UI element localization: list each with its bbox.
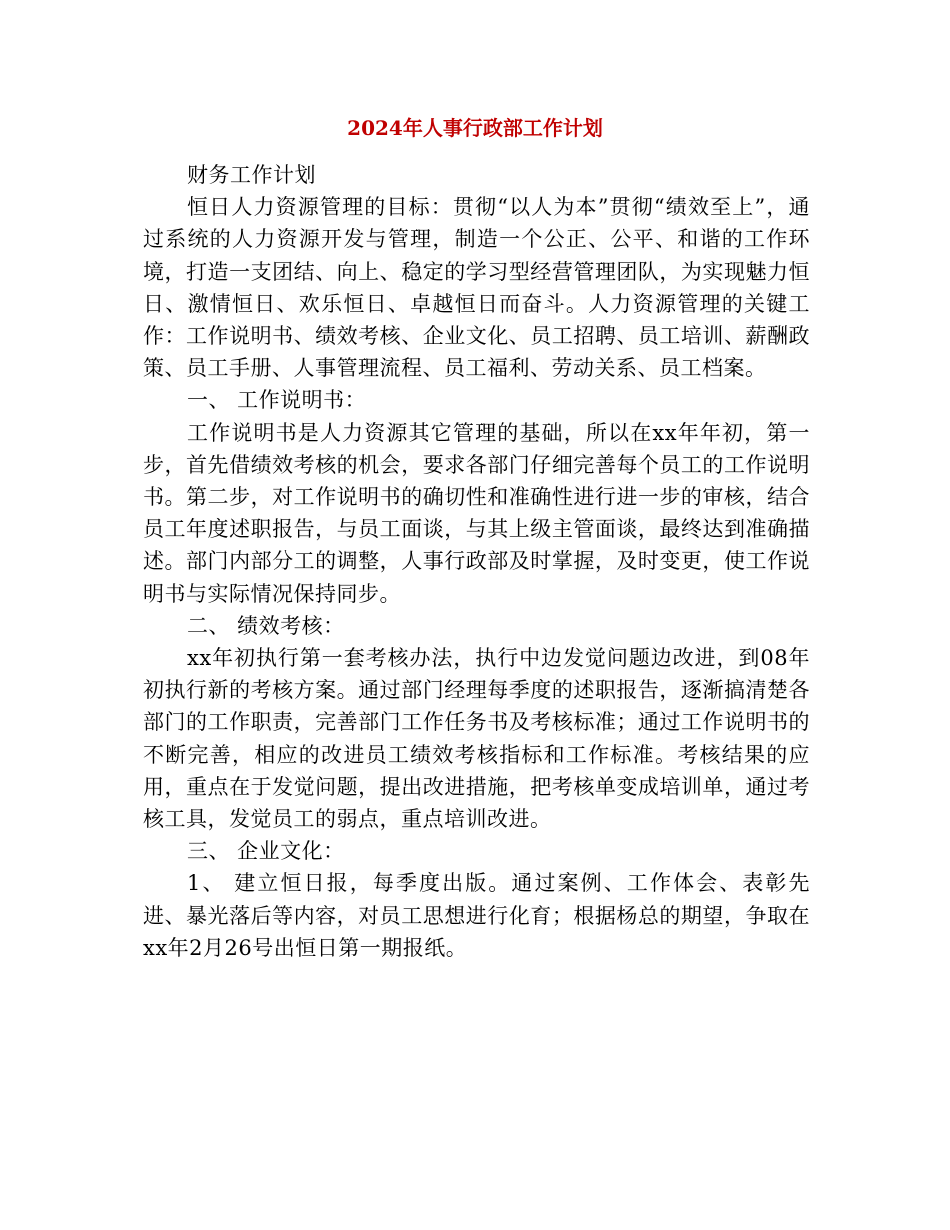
document-body [143,159,810,964]
paragraph-performance: xx年初执行第一套考核办法，执行中边发觉问题边改进，到08年初执行新的考核方案。通过部门经理每季度的述职报告，逐渐搞清楚各部门的工作职责，完善部门工作任务书及考核标准；通过工作说明书的不断完善，相应的改进员工绩效考核指标和工作标准。考核结果的应用，重点在于发觉问题，提出改进措施，把考核单变成培训单，通过考核工具，发觉员工的弱点，重点培训改进。 [143,646,810,832]
paragraph-job-description: 工作说明书是人力资源其它管理的基础，所以在xx年年初，第一步，首先借绩效考核的机会，要求各部门仔细完善每个员工的工作说明书。第二步，对工作说明书的确切性和准确性进行进一步的审核，结合员工年度述职报告，与员工面谈，与其上级主管面谈，最终达到准确描述。部门内部分工的调整，人事行政部及时掌握，及时变更，使工作说明书与实际情况保持同步。 [143,420,810,606]
paragraph-hr-goals: 恒日人力资源管理的目标：贯彻“以人为本”贯彻“绩效至上”，通过系统的人力资源开发与管理，制造一个公正、公平、和谐的工作环境，打造一支团结、向上、稳定的学习型经营管理团队，为实现魅力恒日、激情恒日、欢乐恒日、卓越恒日而奋斗。人力资源管理的关键工作：工作说明书、绩效考核、企业文化、员工招聘、员工培训、薪酬政策、员工手册、人事管理流程、员工福利、劳动关系、员工档案。 [143,195,810,381]
section-heading-culture: 三、 企业文化： [187,839,345,864]
paragraph-subtitle: 财务工作计划 [187,163,316,187]
section-heading-job-description: 一、 工作说明书： [187,388,367,413]
section-heading-performance: 二、 绩效考核： [187,613,345,638]
document-title: 2024年人事行政部工作计划 [347,116,603,140]
paragraph-culture-item-1: 1、 建立恒日报，每季度出版。通过案例、工作体会、表彰先进、暴光落后等内容，对员工思想进行化育；根据杨总的期望，争取在xx年2月26号出恒日第一期报纸。 [143,871,810,960]
